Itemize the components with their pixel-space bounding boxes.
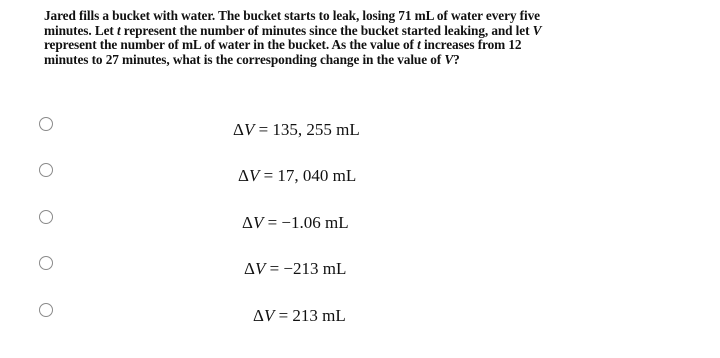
- question-line-3: [44, 38, 604, 53]
- radio-button-1[interactable]: [39, 117, 53, 131]
- answer-text-1: [233, 120, 360, 140]
- question-line-1: [44, 9, 604, 24]
- variable-t: t: [116, 22, 121, 38]
- variable-v: V: [243, 120, 255, 139]
- variable-v: V: [444, 51, 454, 67]
- variable-v: V: [532, 22, 542, 38]
- variable-v: V: [252, 213, 264, 232]
- question-line-2: [44, 24, 604, 39]
- answer-option-1[interactable]: [0, 108, 720, 148]
- variable-v: V: [248, 166, 260, 185]
- delta-symbol: Δ: [253, 306, 264, 325]
- radio-button-3[interactable]: [39, 210, 53, 224]
- delta-symbol: Δ: [244, 259, 255, 278]
- variable-v: V: [263, 306, 275, 325]
- question-line-4-post: ?: [453, 51, 460, 67]
- answer-value: = 17, 040 mL: [259, 166, 357, 185]
- answer-option-4[interactable]: [0, 247, 720, 287]
- question-line-4: [44, 53, 604, 68]
- radio-button-5[interactable]: [39, 303, 53, 317]
- answer-value: = −1.06 mL: [263, 213, 349, 232]
- answer-option-3[interactable]: [0, 201, 720, 241]
- delta-symbol: Δ: [242, 213, 253, 232]
- question-line-1-text: Jared fills a bucket with water. The bucket starts to leak, losing 71 mL of water every five: [44, 8, 540, 23]
- answer-value: = 135, 255 mL: [254, 120, 360, 139]
- answer-text-5: [253, 306, 346, 326]
- variable-t: t: [417, 37, 421, 53]
- answer-value: = −213 mL: [265, 259, 347, 278]
- radio-button-2[interactable]: [39, 163, 53, 177]
- question-line-2-pre: minutes. Let: [44, 22, 117, 38]
- answer-value: = 213 mL: [274, 306, 346, 325]
- answer-text-4: [244, 259, 346, 279]
- question-line-3-pre: represent the number of mL of water in the bucket. As the value of: [44, 37, 418, 53]
- variable-v: V: [254, 259, 266, 278]
- question-text: [44, 9, 604, 67]
- answer-text-3: [242, 213, 349, 233]
- answer-option-2[interactable]: [0, 154, 720, 194]
- delta-symbol: Δ: [233, 120, 244, 139]
- question-line-3-post: increases from 12: [420, 37, 522, 53]
- delta-symbol: Δ: [238, 166, 249, 185]
- question-line-2-mid: represent the number of minutes since the bucket started leaking, and let: [120, 22, 533, 38]
- question-line-4-pre: minutes to 27 minutes, what is the corresponding change in the value of: [44, 51, 445, 67]
- answer-option-5[interactable]: [0, 294, 720, 334]
- answer-text-2: [238, 166, 356, 186]
- radio-button-4[interactable]: [39, 256, 53, 270]
